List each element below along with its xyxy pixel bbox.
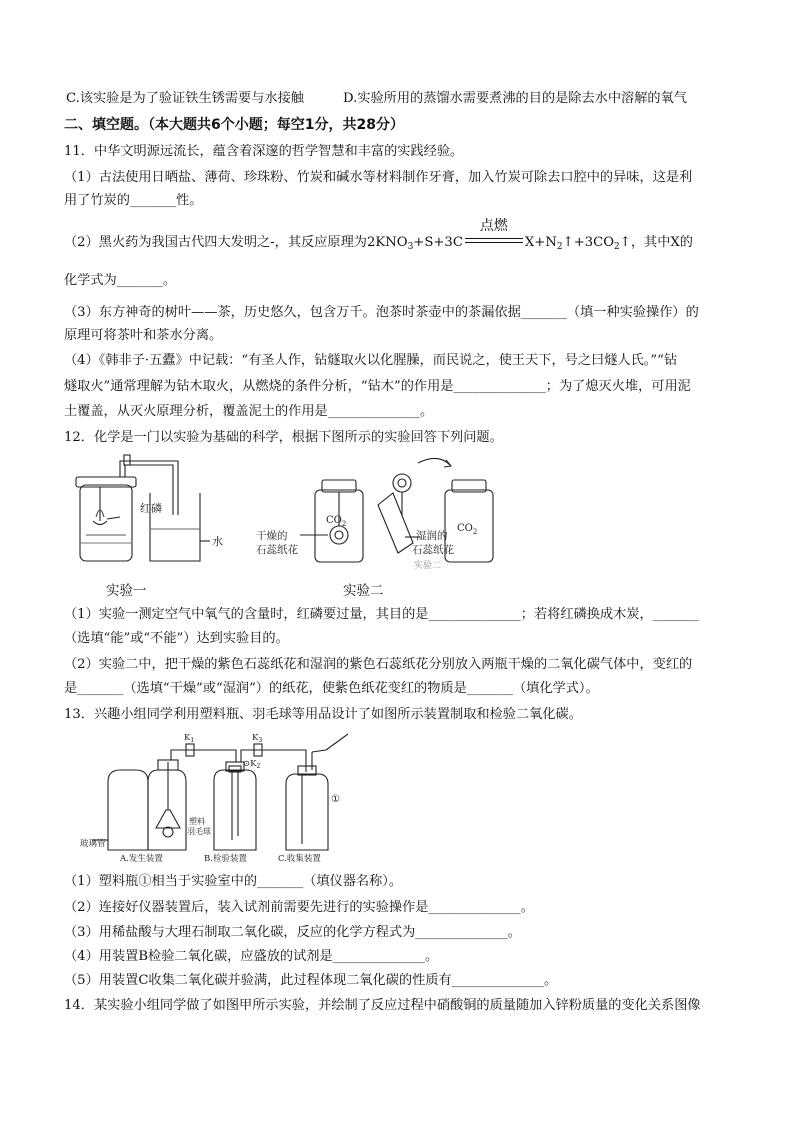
subscript: 2 bbox=[556, 242, 563, 252]
q13-stem: 13．兴趣小组同学利用塑料瓶、羽毛球等用品设计了如图所示装置制取和检验二氧化碳。 bbox=[64, 707, 582, 722]
dry-flower bbox=[330, 526, 348, 544]
equation-tail: ↑，其中X的 bbox=[619, 235, 693, 250]
subscript: 2 bbox=[614, 242, 620, 252]
wet-flower-label-2: 石蕊纸花 bbox=[412, 544, 454, 556]
condition-text: 点燃 bbox=[479, 218, 508, 234]
dry-flower-label-1: 干燥的 bbox=[256, 530, 288, 542]
experiment-one-caption: 实验一 bbox=[106, 583, 147, 599]
q11-part2-text: （2）黑火药为我国古代四大发明之-，其反应原理为2KNO bbox=[64, 235, 408, 250]
co2-label-left: $CO_2$ bbox=[326, 515, 347, 528]
section-heading: 二、填空题。（本大题共6个小题；每空1分，共28分） bbox=[64, 117, 404, 133]
co2-label-right: $CO_2$ bbox=[457, 523, 478, 536]
q13-part5: （5）用装置C收集二氧化碳并验满，此过程体现二氧化碳的性质有______________。 bbox=[64, 973, 558, 988]
shuttlecock bbox=[156, 810, 180, 828]
q12-part2-line2: 是_______（选填“干燥”或“湿润”）的纸花，使紫色纸花变红的物质是_______（填化学式）。 bbox=[64, 681, 599, 696]
burning-stick bbox=[326, 734, 348, 750]
clip bbox=[124, 455, 130, 465]
dropper-bottle bbox=[378, 493, 413, 553]
q14-stem: 14．某实验小组同学做了如图甲所示实验，并绘制了反应过程中硝酸铜的质量随加入锌粉质量的变化关系图像 bbox=[64, 998, 701, 1013]
q13-figure bbox=[80, 732, 356, 864]
wet-flower bbox=[393, 474, 411, 492]
bottle-a bbox=[108, 770, 148, 850]
q12-part1-line2: （选填“能”或“不能”）达到实验目的。 bbox=[64, 631, 289, 646]
q11-part2-line2: 化学式为_______。 bbox=[64, 273, 177, 288]
label-a: A.发生装置 bbox=[120, 854, 163, 864]
k3-label: $K_3$ bbox=[252, 733, 263, 744]
equation-reactants: +S+3C bbox=[413, 235, 463, 250]
q11-part4-line3: 土覆盖，从灭火原理分析，覆盖泥土的作用是______________。 bbox=[64, 404, 434, 419]
equation-products: X+N bbox=[524, 235, 557, 250]
equation-products: ↑+3CO bbox=[562, 235, 615, 250]
red-phosphorus-label: 红磷 bbox=[140, 502, 162, 515]
experiment-two-caption: 实验二 bbox=[343, 583, 384, 599]
q11-part1-line2: 用了竹炭的_______性。 bbox=[64, 193, 203, 208]
label-c: C.收集装置 bbox=[278, 854, 321, 864]
q13-part4: （4）用装置B检验二氧化碳，应盛放的试剂是______________。 bbox=[64, 949, 439, 964]
q11-part2-equation-line bbox=[64, 218, 693, 256]
option-d: D.实验所用的蒸馏水需要煮沸的目的是除去水中溶解的氧气 bbox=[343, 91, 687, 106]
q12-figure bbox=[60, 455, 530, 570]
q11-part3-line2: 原理可将茶叶和茶水分离。 bbox=[64, 328, 223, 343]
q12-stem: 12．化学是一门以实验为基础的科学，根据下图所示的实验回答下列问题。 bbox=[64, 430, 503, 445]
bottle-c bbox=[286, 774, 328, 850]
option-c: C.该实验是为了验证铁生锈需要与水接触 bbox=[66, 91, 304, 106]
q13-part2: （2）连接好仪器装置后，装入试剂前需要先进行的实验操作是______________。 bbox=[64, 900, 534, 915]
q13-part3: （3）用稀盐酸与大理石制取二氧化碳，反应的化学方程式为______________。 bbox=[64, 925, 521, 940]
q11-part4-line2: 燧取火”通常理解为钻木取火，从燃烧的条件分析，“钻木”的作用是______________；为了熄灭火堆，可用泥 bbox=[64, 379, 691, 394]
q13-part1: （1）塑料瓶①相当于实验室中的_______（填仪器名称）。 bbox=[64, 874, 403, 889]
bottle-number-label: ① bbox=[331, 794, 340, 805]
shuttlecock-label-1: 塑料 bbox=[189, 817, 205, 826]
glass-tube-label: 玻璃管 bbox=[80, 839, 106, 849]
bottle-b bbox=[214, 770, 256, 850]
water-label: 水 bbox=[212, 535, 223, 548]
cut-off-label: 实验二 bbox=[414, 561, 442, 571]
q11-part1-line1: （1）古法使用日晒盐、薄荷、珍珠粉、竹炭和碱水等材料制作牙膏，加入竹炭可除去口腔中的异味，这是利 bbox=[64, 170, 693, 185]
k2-label: $⊙K_2$ bbox=[243, 759, 261, 770]
reaction-condition bbox=[465, 218, 523, 250]
q11-part3-line1: （3）东方神奇的树叶——茶，历史悠久，包含万千。泡茶时茶壶中的茶漏依据_______（填一种实验操作）的 bbox=[64, 305, 699, 320]
q11-stem: 11．中华文明源远流长，蕴含着深邃的哲学智慧和丰富的实践经验。 bbox=[64, 144, 464, 159]
subscript: 3 bbox=[407, 242, 414, 252]
wet-flower-label-1: 湿润的 bbox=[416, 530, 448, 542]
q12-part1-line1: （1）实验一测定空气中氧气的含量时，红磷要过量，其目的是______________；若将红磷换成木炭，_______ bbox=[64, 607, 699, 622]
gas-jar bbox=[80, 485, 132, 561]
label-b: B.检验装置 bbox=[204, 854, 247, 864]
q11-part4-line1: （4）《韩非子·五蠹》中记载：“有圣人作，钻燧取火以化腥臊，而民说之，使王天下，号之曰燧人氏。”“钻 bbox=[64, 353, 678, 368]
shuttlecock-label-2: 羽毛球 bbox=[187, 827, 211, 836]
q12-part2-line1: （2）实验二中，把干燥的紫色石蕊纸花和湿润的紫色石蕊纸花分别放入两瓶干燥的二氧化碳气体中，变红的 bbox=[64, 657, 693, 672]
k1-label: $K_1$ bbox=[184, 733, 195, 744]
dry-flower-label-2: 石蕊纸花 bbox=[256, 544, 298, 556]
